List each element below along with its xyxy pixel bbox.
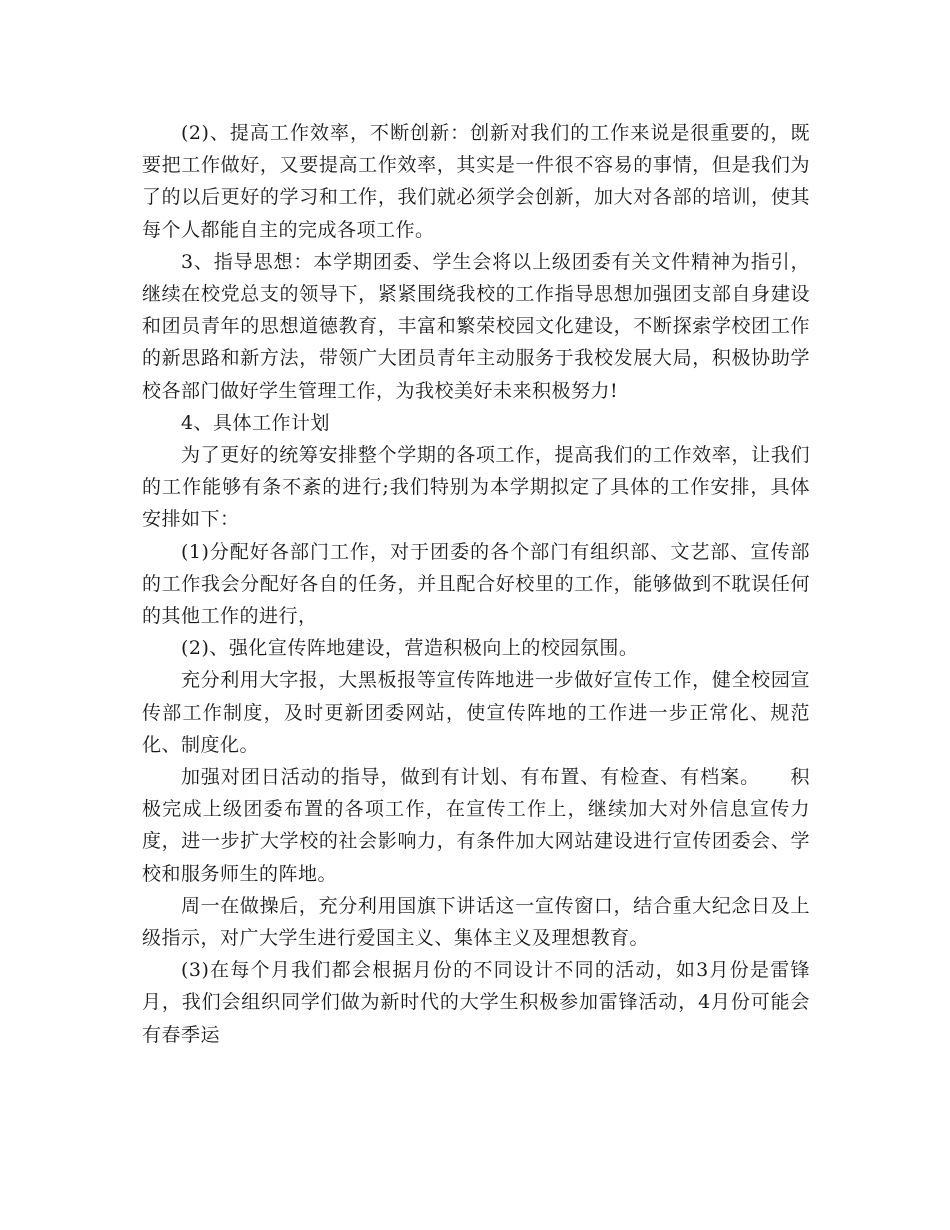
paragraph-monday-flag-speech: 周一在做操后，充分利用国旗下讲话这一宣传窗口，结合重大纪念日及上级指示，对广大学生进行爱国主义、集体主义及理想教育。 (142, 894, 810, 950)
paragraph-guiding-thought: 3、指导思想：本学期团委、学生会将以上级团委有关文件精神为指引，继续在校党总支的领导下，紧紧围绕我校的工作指导思想加强团支部自身建设和团员青年的思想道德教育，丰富和繁荣校园文化建设，不断探索学校团工作的新思路和新方法，带领广大团员青年主动服务于我校发展大局，积极协助学校各部门做好学生管理工作，为我校美好未来积极努力! (142, 250, 810, 402)
document-body (142, 117, 810, 1051)
paragraph-league-day-guidance: 加强对团日活动的指导，做到有计划、有布置、有检查、有档案。 积极完成上级团委布置的各项工作，在宣传工作上，继续加大对外信息宣传力度，进一步扩大学校的社会影响力，有条件加大网站建设进行宣传团委会、学校和服务师生的阵地。 (142, 766, 810, 885)
paragraph-use-bulletins: 充分利用大字报，大黑板报等宣传阵地进一步做好宣传工作，健全校园宣传部工作制度，及时更新团委网站，使宣传阵地的工作进一步正常化、规范化、制度化。 (142, 669, 810, 756)
paragraph-assign-departments: (1)分配好各部门工作，对于团委的各个部门有组织部、文艺部、宣传部的工作我会分配好各自的任务，并且配合好校里的工作，能够做到不耽误任何的其他工作的进行， (142, 540, 810, 628)
paragraph-plan-intro: 为了更好的统筹安排整个学期的各项工作，提高我们的工作效率，让我们的工作能够有条不紊的进行;我们特别为本学期拟定了具体的工作安排，具体安排如下： (142, 444, 810, 531)
paragraph-strengthen-publicity: (2)、强化宣传阵地建设，营造积极向上的校园氛围。 (180, 637, 639, 660)
paragraph-plan-heading: 4、具体工作计划 (180, 411, 331, 434)
paragraph-efficiency-innovation: (2)、提高工作效率，不断创新：创新对我们的工作来说是很重要的，既要把工作做好，又要提高工作效率，其实是一件很不容易的事情，但是我们为了的以后更好的学习和工作，我们就必须学会创新，加大对各部的培训，使其每个人都能自主的完成各项工作。 (142, 122, 810, 241)
paragraph-monthly-activities: (3)在每个月我们都会根据月份的不同设计不同的活动，如3月份是雷锋月，我们会组织同学们做为新时代的大学生积极参加雷锋活动，4月份可能会有春季运 (142, 959, 810, 1046)
